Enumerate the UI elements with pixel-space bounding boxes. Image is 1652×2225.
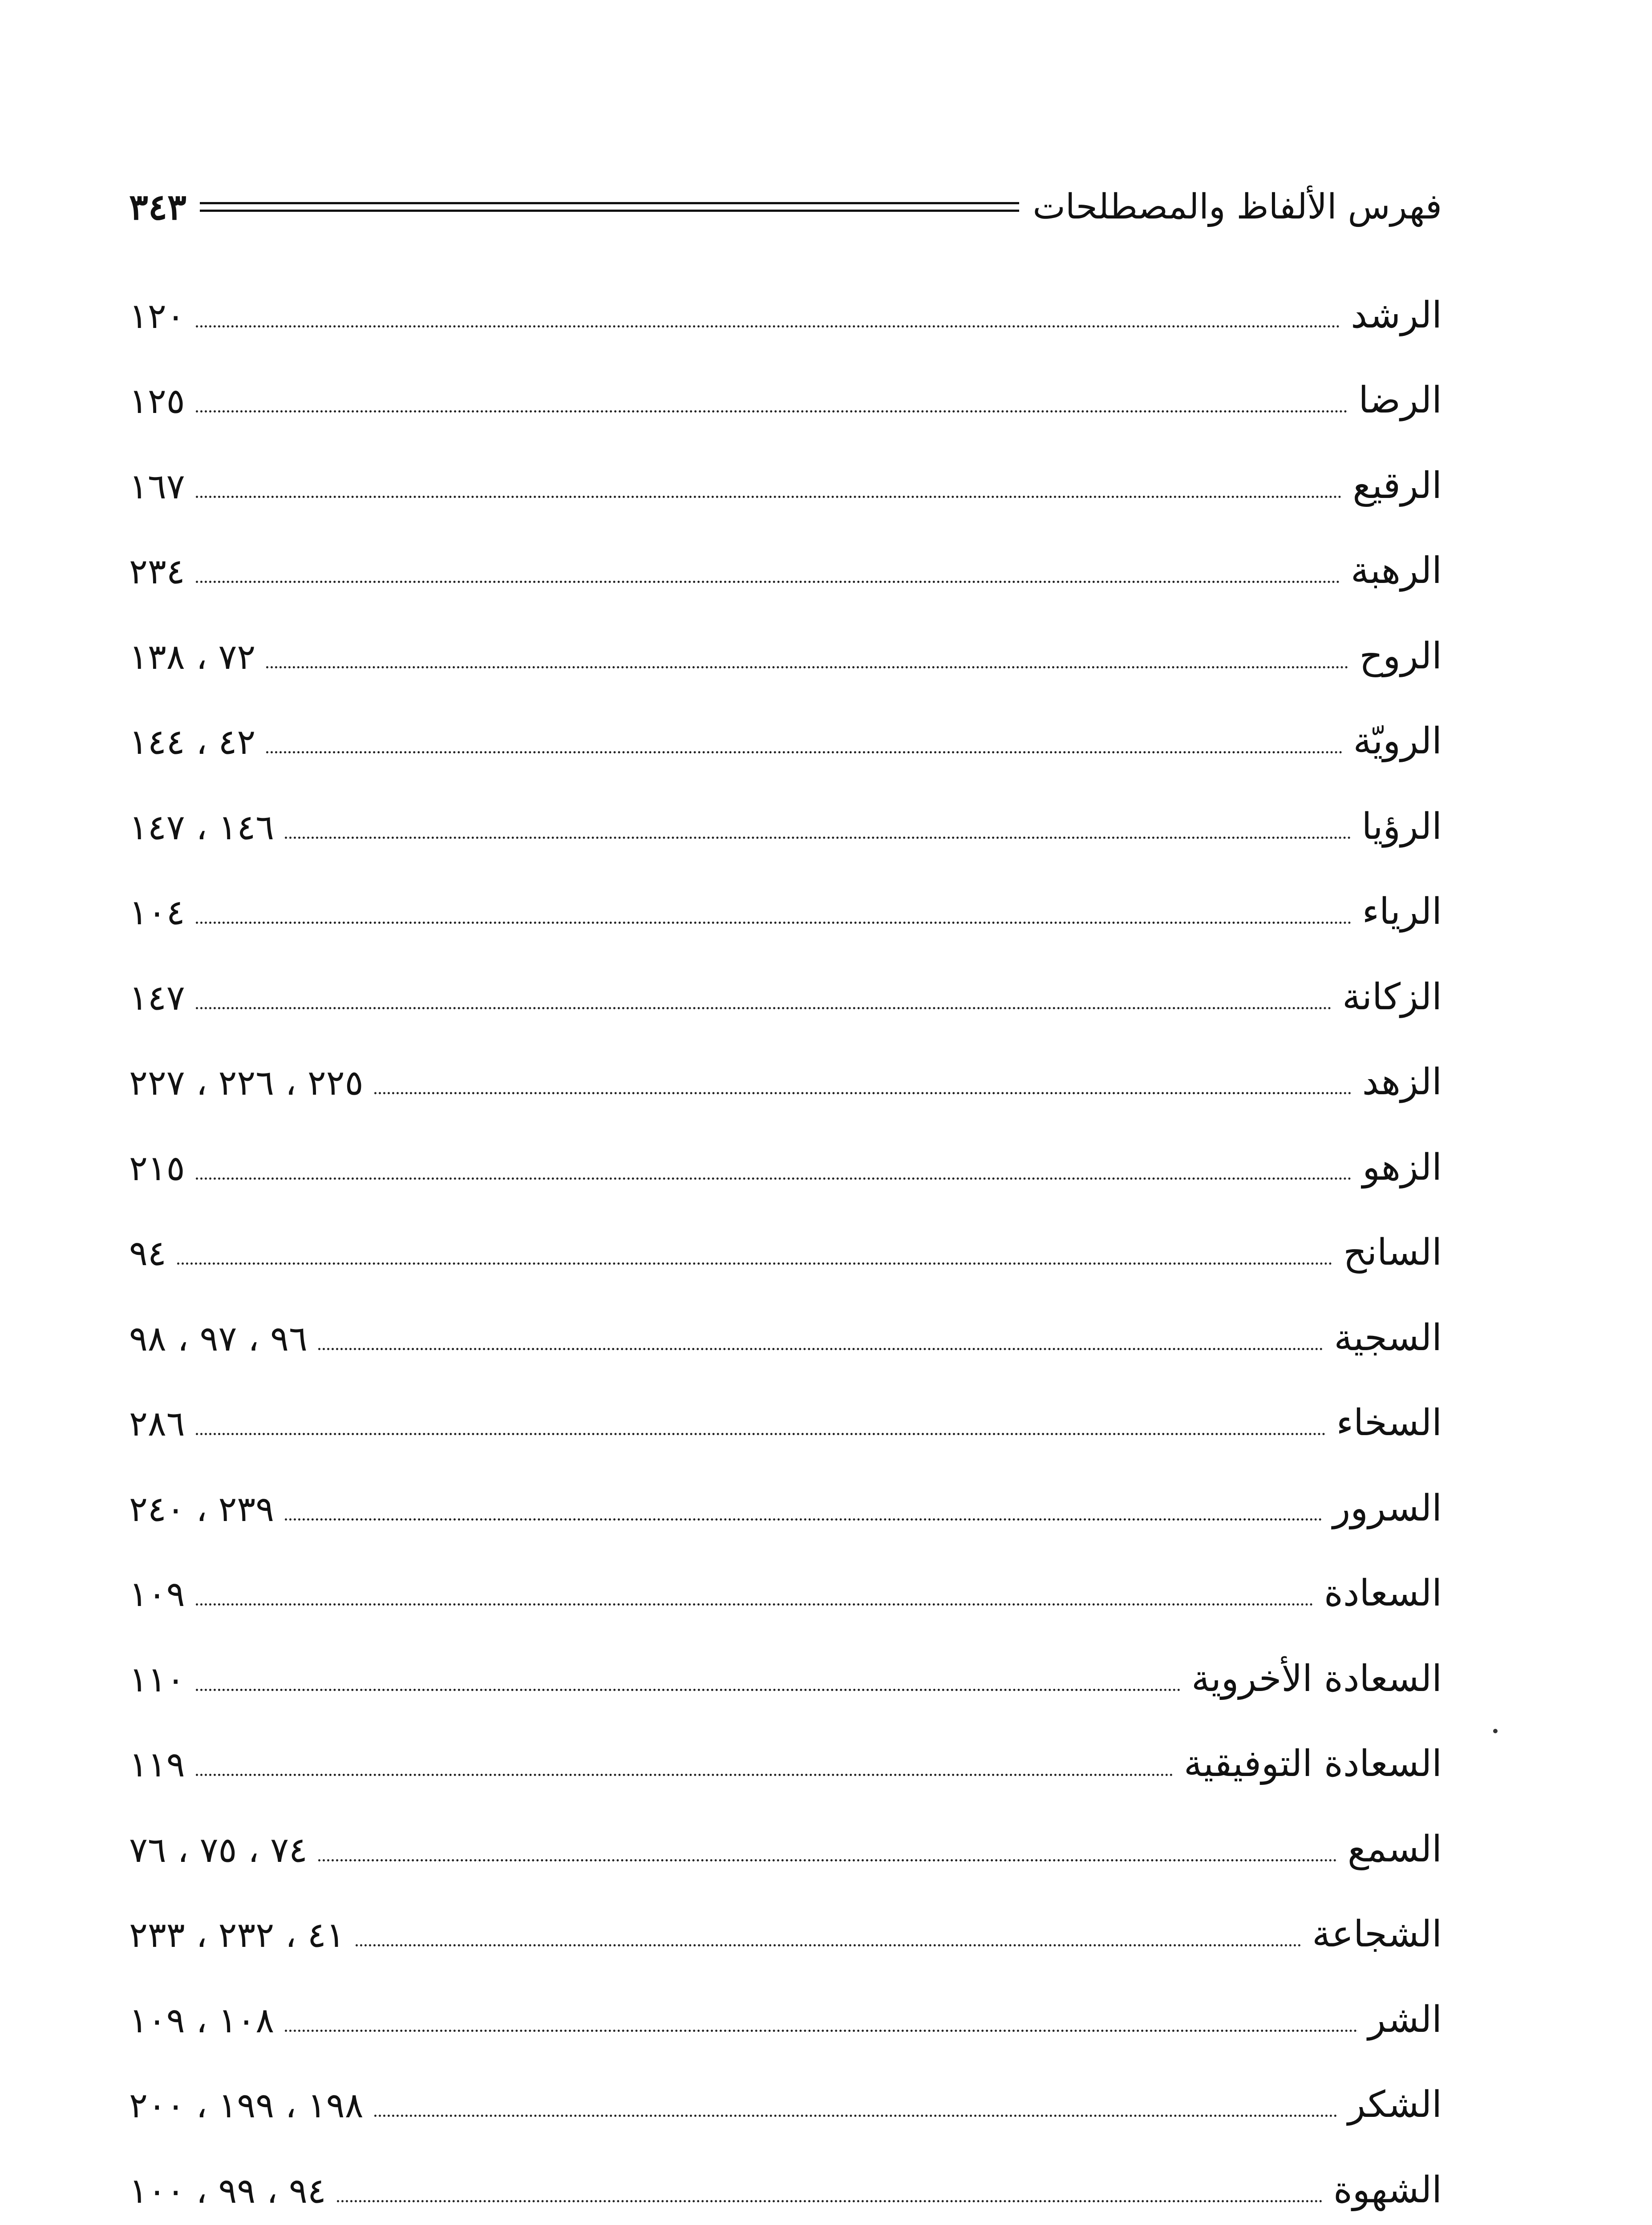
entry-term: السانح: [1343, 1231, 1442, 1274]
index-entry: [129, 1877, 1442, 1963]
entry-term: الشر: [1368, 1998, 1442, 2041]
entry-term: الزهد: [1362, 1061, 1442, 1103]
entry-pages: ١١٩: [129, 1745, 185, 1785]
index-entry: [129, 1025, 1442, 1111]
entry-term: الرويّة: [1353, 720, 1442, 762]
entry-pages: ١١٠: [129, 1659, 185, 1700]
entry-pages: ١٩٨ ، ١٩٩ ، ٢٠٠: [129, 2086, 364, 2126]
index-entry: [129, 1110, 1442, 1196]
index-entry: [129, 940, 1442, 1025]
entry-pages: ١٢٥: [129, 381, 185, 421]
dot-leader: [374, 1092, 1352, 1094]
dot-leader: [196, 1177, 1352, 1180]
entry-pages: ٩٤: [129, 1234, 166, 1274]
dot-leader: [266, 751, 1342, 753]
entry-pages: ٢٣٤: [129, 552, 185, 592]
dot-leader: [196, 1007, 1332, 1009]
index-entry: [129, 1451, 1442, 1537]
entry-term: الشكر: [1348, 2083, 1442, 2126]
dot-leader: [266, 666, 1348, 668]
entry-pages: ١٠٤: [129, 893, 185, 933]
index-entry: [129, 599, 1442, 684]
dot-leader: [196, 496, 1342, 498]
dot-leader: [318, 1348, 1324, 1350]
page-number: ٣٤٣: [129, 186, 186, 228]
entry-term: السجية: [1334, 1316, 1442, 1359]
dot-leader: [374, 2115, 1337, 2117]
index-entry: [129, 1196, 1442, 1281]
header-rule: [200, 202, 1020, 212]
dot-leader: [196, 325, 1340, 328]
entry-pages: ١٠٩: [129, 1574, 185, 1614]
entry-pages: ٢٨٦: [129, 1404, 185, 1444]
entry-pages: ٧٤ ، ٧٥ ، ٧٦: [129, 1830, 308, 1870]
index-entry: [129, 684, 1442, 770]
index-entry: [129, 1281, 1442, 1366]
dot-leader: [196, 1433, 1326, 1435]
entry-term: الشهوة: [1333, 2168, 1442, 2211]
index-entry: [129, 429, 1442, 514]
entry-term: الزهو: [1362, 1146, 1442, 1189]
scan-speck: [1493, 1729, 1498, 1733]
entry-pages: ١٤٧: [129, 978, 185, 1018]
entry-term: الروح: [1359, 635, 1442, 677]
dot-leader: [177, 1262, 1333, 1265]
index-entry: [129, 514, 1442, 599]
dot-leader: [318, 1859, 1337, 1861]
page-title: فهرس الألفاظ والمصطلحات: [1032, 187, 1442, 227]
entry-term: الرقيع: [1352, 464, 1442, 507]
dot-leader: [196, 1774, 1173, 1776]
dot-leader: [337, 2200, 1323, 2202]
index-entry: [129, 2048, 1442, 2133]
dot-leader: [196, 581, 1340, 583]
entry-pages: ١٠٨ ، ١٠٩: [129, 2000, 275, 2041]
entry-pages: ٢٢٥ ، ٢٢٦ ، ٢٢٧: [129, 1063, 364, 1103]
index-entry: [129, 2133, 1442, 2218]
entry-pages: ١٦٧: [129, 466, 185, 507]
entry-term: السعادة: [1324, 1572, 1442, 1614]
entry-term: الرضا: [1358, 379, 1442, 421]
index-entry: [129, 855, 1442, 940]
index-entry: [129, 344, 1442, 429]
entry-pages: ٤١ ، ٢٣٢ ، ٢٣٣: [129, 1915, 345, 1955]
index-entry: [129, 1792, 1442, 1877]
dot-leader: [285, 1518, 1322, 1521]
running-header: [129, 174, 1442, 240]
entry-term: الرشد: [1351, 294, 1442, 336]
entry-term: الرؤيا: [1361, 805, 1442, 848]
dot-leader: [356, 1944, 1302, 1946]
index-entry: [129, 258, 1442, 344]
entry-term: الشجاعة: [1312, 1913, 1442, 1955]
index-entry: [129, 2218, 1442, 2225]
entry-pages: ٩٤ ، ٩٩ ، ١٠٠: [129, 2171, 326, 2211]
entry-pages: ٧٢ ، ١٣٨: [129, 637, 256, 677]
dot-leader: [196, 922, 1352, 924]
dot-leader: [285, 2030, 1357, 2032]
dot-leader: [196, 1689, 1181, 1691]
index-entry: [129, 1537, 1442, 1622]
index-list: [129, 258, 1442, 2225]
entry-term: السرور: [1332, 1487, 1442, 1529]
entry-pages: ١٤٦ ، ١٤٧: [129, 807, 275, 848]
dot-leader: [196, 410, 1348, 413]
dot-leader: [285, 837, 1351, 839]
entry-term: الرياء: [1362, 890, 1442, 933]
index-entry: [129, 1622, 1442, 1707]
entry-pages: ٢٣٩ ، ٢٤٠: [129, 1489, 275, 1529]
dot-leader: [196, 1603, 1313, 1606]
entry-term: السعادة التوفيقية: [1183, 1743, 1442, 1785]
entry-term: السخاء: [1336, 1402, 1442, 1444]
index-entry: [129, 1707, 1442, 1792]
entry-term: السمع: [1348, 1828, 1442, 1870]
entry-pages: ٢١٥: [129, 1148, 185, 1189]
index-entry: [129, 1962, 1442, 2048]
entry-term: السعادة الأخروية: [1191, 1657, 1442, 1700]
entry-pages: ٩٦ ، ٩٧ ، ٩٨: [129, 1319, 308, 1359]
entry-term: الرهبة: [1351, 550, 1442, 592]
entry-term: الزكانة: [1342, 975, 1442, 1018]
entry-pages: ٤٢ ، ١٤٤: [129, 722, 256, 762]
index-entry: [129, 769, 1442, 855]
index-entry: [129, 1366, 1442, 1452]
entry-pages: ١٢٠: [129, 296, 185, 336]
